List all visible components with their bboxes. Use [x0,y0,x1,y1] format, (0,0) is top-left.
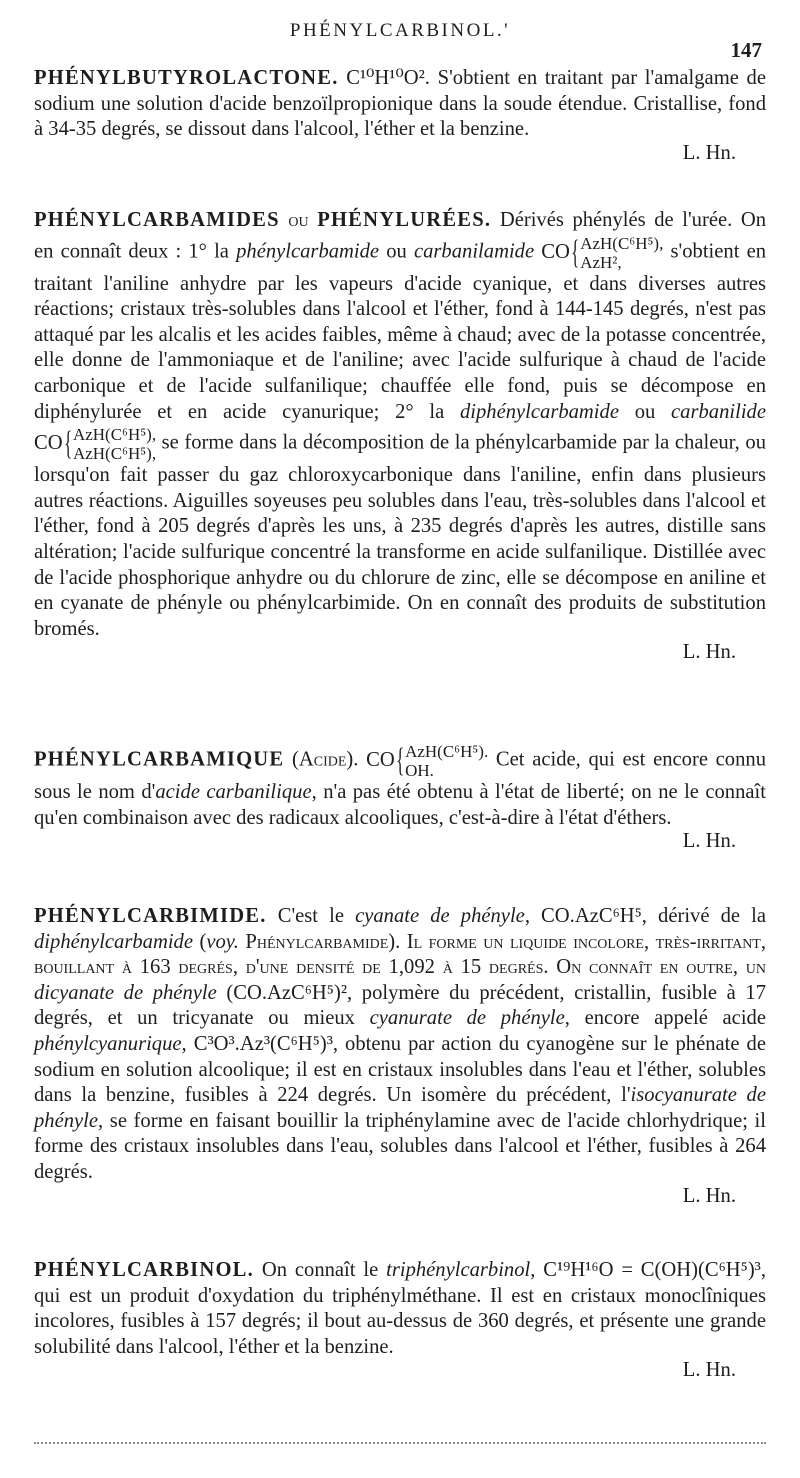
entry-text: Cet acide, qui est encore connu sous le nom d' [34,748,766,803]
entry-text: , C³O³.Az³(C⁶H⁵)³, obtenu par action du cyanogène sur le phénate de sodium en solution alcoolique; il est en cristaux insolubles dans l'eau et l'éther, solubles dans la benzine, fusibles à 224 degrés. Un isomère du précédent, l' [34,1032,766,1107]
formula-line: OH. [405,761,434,780]
footer-divider [34,1442,766,1444]
author-signature: L. Hn. [682,141,736,164]
term-italic: isocyanurate de phényle [34,1084,766,1132]
term-italic: triphénylcarbinol [386,1259,531,1281]
entry-text: ou [386,240,407,263]
brace-formula [34,425,156,463]
running-title: PHÉNYLCARBINOL.' [289,20,511,41]
connector-word: ou [288,209,309,231]
entry-heading-alt: PHÉNYLURÉES. [317,209,492,231]
term-italic: carbanilamide [413,240,535,263]
entry-text: (CO.AzC⁶H⁵)², polymère du précédent, cristallin, fusible à 17 degrés, et un tricyanate ou mieux [34,981,766,1030]
entry-phenylcarbimide [34,904,766,1209]
brace-glyph: { [570,233,580,271]
entry-phenylbutyrolactone [34,66,766,166]
formula-co: CO [366,749,395,772]
term-italic: voy. [206,930,239,953]
entry-text: S'obtient en traitant par l'amalgame de sodium une solution d'acide benzoïlpropionique dans la soude étendue. Cristallise, fond à 34-35 degrés, se dissout dans l'alcool, l'éther et la benzine. [34,67,766,141]
entry-text: , CO.AzC⁶H⁵, dérivé de la [524,905,766,927]
term-italic: acide carbanilique [155,781,312,803]
formula-co: CO [34,432,63,455]
term-italic: phénylcarbamide [236,240,380,263]
entry-text: se forme dans la décomposition de la phénylcarbamide par la chaleur, ou lorsqu'on fait passer du gaz chloroxycarbonique dans l'aniline, enfin dans plusieurs autres réactions. Aiguilles soyeuses peu solubles dans l'eau, très-solubles dans l'alcool et l'éther, fond à 205 degrés d'après les uns, à 235 degrés d'après les autres, distille sans altération; l'acide sulfurique concentré la transforme en acide sulfanilique. Distillée avec de l'acide phosphorique anhydre ou du chlorure de zinc, elle se décompose en aniline et en cyanate de phényle ou phénylcarbimide. On en connaît des produits de substitution bromés. [34,431,766,640]
brace-glyph: { [63,425,72,463]
author-signature: L. Hn. [682,641,736,664]
brace-glyph: { [395,742,404,779]
cross-reference: Phénylcarbamide). Il forme un liquide incolore, très-irritant, bouillant à 163 degrés, d'une densité de 1,092 à 15 degrés. On connaît en outre, un [34,930,767,979]
entry-text: ou [634,400,656,423]
entry-text: On connaît le [261,1259,379,1281]
author-signature: L. Hn. [682,1184,736,1207]
entry-phenylcarbamides [34,208,766,666]
formula-line: AzH(C⁶H⁵), [72,425,157,445]
term-italic: carbanilide [671,400,766,423]
entry-heading: PHÉNYLCARBAMIDES [34,209,280,231]
term-italic: diphénylcarbamide [459,400,619,423]
term-italic: cyanate de phényle [355,905,525,927]
formula-line: AzH(C⁶H⁵), [72,444,157,464]
formula-line: AzH(C⁶H⁵). [405,742,489,761]
page-header [0,14,800,62]
page-number: 147 [730,38,762,62]
formula-line: AzH², [580,252,622,272]
entry-text: , C¹⁹H¹⁶O = C(OH)(C⁶H⁵)³, qui est un produit d'oxydation du triphénylméthane. Il est en cristaux monoclîniques incolores, fusibles à 157 degrés; il bout au-dessus de 360 degrés, et présente une grande solubilité dans l'alcool, l'éther et la benzine. [34,1259,766,1358]
entry-heading: PHÉNYLCARBIMIDE. [34,905,267,927]
entry-phenylcarbamique [34,742,766,855]
entry-text: Dérivés phénylés de l'urée. On en connaît deux : 1° la [34,209,767,263]
formula: C¹⁰H¹⁰O². [346,67,430,89]
entry-text: , se forme en faisant bouillir la triphénylamine avec de l'acide chlorhydrique; il forme des cristaux insolubles dans l'eau, solubles dans l'alcool et l'éther, fusibles à 264 degrés. [34,1109,766,1183]
entry-text: s'obtient en traitant l'aniline anhydre par les vapeurs d'acide cyanique, et dans diverses autres réactions; cristaux très-solubles dans l'alcool et l'éther, fond à 144-145 degrés, n'est pas attaqué par les alcalis et les acides faibles, même à chaud; avec de la potasse concentrée, elle donne de l'ammoniaque et de l'aniline; avec l'acide sulfurique à chaud de l'acide carbonique et de l'acide sulfanilique; chauffée elle fond, puis se décompose en diphénylurée et en acide cyanurique; 2° la [34,240,767,423]
term-italic: dicyanate de phényle [34,981,217,1004]
entry-text: C'est le [277,905,344,927]
author-signature: L. Hn. [682,830,736,853]
formula-line: AzH(C⁶H⁵), [580,233,664,253]
entry-heading-sub: (Acide). [292,748,359,771]
term-italic: cyanurate de phényle [369,1007,565,1030]
term-italic: diphénylcarbamide [34,930,193,953]
entry-text: , n'a pas été obtenu à l'état de liberté; on ne le connaît qu'en combinaison avec des radicaux alcooliques, c'est-à-dire à l'état d'éthers. [34,781,766,829]
entry-heading: PHÉNYLBUTYROLACTONE. [34,67,339,89]
brace-formula [541,234,663,272]
entry-heading: PHÉNYLCARBAMIQUE [34,748,285,771]
entry-heading: PHÉNYLCARBINOL. [34,1259,254,1281]
brace-formula [366,742,488,780]
formula-co: CO [541,240,570,263]
entry-phenylcarbinol [34,1258,766,1384]
entry-text: ( [199,930,207,953]
term-italic: phénylcyanurique [34,1032,182,1055]
entry-text: , encore appelé acide [564,1007,766,1030]
author-signature: L. Hn. [682,1359,736,1382]
